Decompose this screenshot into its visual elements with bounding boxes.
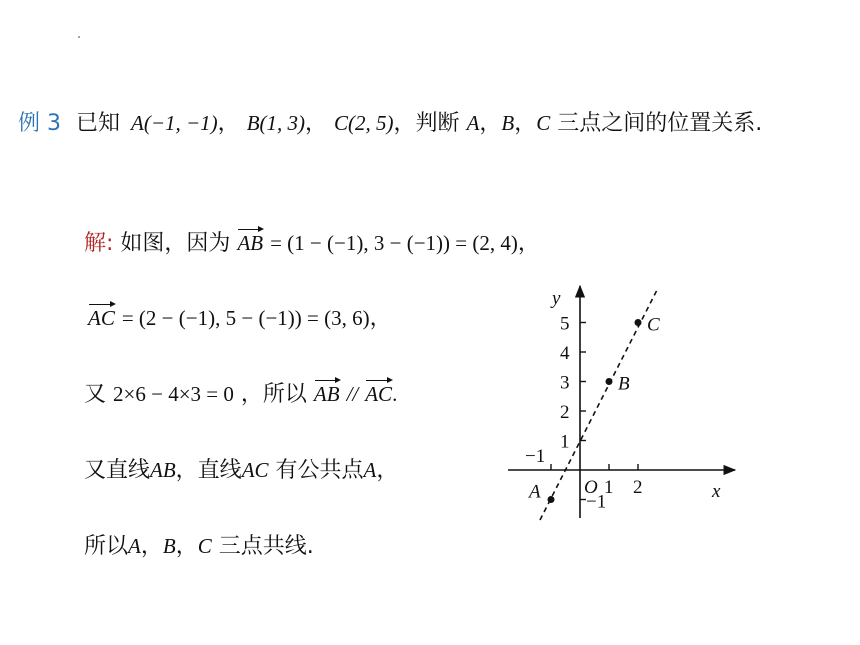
solution-line-3: 又 2×6 − 4×3 = 0 ，所以 AB // AC.	[84, 379, 397, 410]
point-a: A(−1, −1)	[131, 111, 218, 135]
solution-l3-pre: 又	[84, 382, 107, 407]
question-c: C	[536, 111, 551, 135]
vector-ac: AC	[88, 303, 115, 333]
point-a-label: A	[529, 481, 541, 503]
solution-line-4: 又直线AB，直线AC 有公共点A，	[84, 458, 399, 483]
solution-line-2: AC = (2 − (−1), 5 − (−1)) = (3, 6)，	[88, 303, 392, 334]
question-b: B	[501, 111, 515, 135]
collinear-c: C	[197, 534, 212, 558]
common-point-a: A	[363, 458, 377, 482]
y-tick-label: 1	[560, 431, 570, 453]
solution-l4-pre: 又直线	[84, 458, 151, 483]
solution-l1-text: 如图，因为	[120, 231, 231, 256]
point-a-marker	[548, 496, 555, 503]
line-ac: AC	[241, 458, 269, 482]
y-tick-label: 5	[560, 313, 570, 335]
solution-l3-mid: ，所以	[240, 382, 307, 407]
point-c-marker	[635, 319, 642, 326]
x-tick-label: 2	[633, 477, 643, 498]
origin-label: O	[584, 477, 598, 498]
example-label: 例 3	[18, 111, 61, 136]
solution-l5-pre: 所以	[84, 534, 129, 559]
axis-y-label: y	[552, 288, 561, 309]
question-end: 三点之间的位置关系.	[557, 111, 763, 136]
vector-ab: AB	[237, 228, 263, 258]
parallel-symbol: //	[346, 382, 359, 406]
solution-l1-expr: = (1 − (−1), 3 − (−1)) = (2, 4)	[270, 231, 518, 255]
point-b-marker	[606, 378, 613, 385]
axis-x-label: x	[712, 481, 721, 502]
solution-label: 解:	[84, 231, 114, 256]
given-text: 已知	[76, 111, 121, 136]
collinear-b: B	[162, 534, 176, 558]
point-c-label: C	[647, 314, 660, 336]
vector-ac-2: AC	[365, 379, 392, 409]
line-ab: AB	[150, 458, 176, 482]
y-tick-label: 4	[560, 343, 570, 364]
coordinate-graph	[500, 280, 750, 530]
x-tick-label: 1	[604, 477, 614, 498]
solution-l4-mid: ，直线	[175, 458, 242, 483]
point-c: C(2, 5)	[334, 111, 394, 135]
point-b: B(1, 3)	[246, 111, 306, 135]
vector-ab-2: AB	[314, 379, 340, 409]
solution-l3-expr: 2×6 − 4×3 = 0	[113, 382, 234, 406]
solution-line-1: 解: 如图，因为 AB = (1 − (−1), 3 − (−1)) = (2, 4)，	[84, 228, 540, 259]
point-b-label: B	[618, 373, 630, 395]
solution-l2-expr: = (2 − (−1), 5 − (−1)) = (3, 6)	[121, 306, 370, 330]
y-tick-label: 3	[560, 372, 570, 394]
collinear-a: A	[128, 534, 141, 558]
scan-dot	[78, 36, 80, 38]
question-a: A	[466, 111, 480, 135]
question-text: 判断	[415, 111, 460, 136]
solution-l5-end: 三点共线.	[218, 534, 314, 559]
solution-line-5: 所以A，B，C 三点共线.	[84, 534, 314, 559]
y-tick-label: −1	[586, 491, 607, 513]
y-tick-label: 2	[560, 402, 570, 423]
solution-l4-mid2: 有公共点	[275, 458, 364, 483]
x-tick-label: −1	[525, 446, 546, 467]
example-line: 例 3 已知 A(−1, −1)， B(1, 3)， C(2, 5)，判断 A，B，C 三点之间的位置关系.	[18, 111, 763, 136]
